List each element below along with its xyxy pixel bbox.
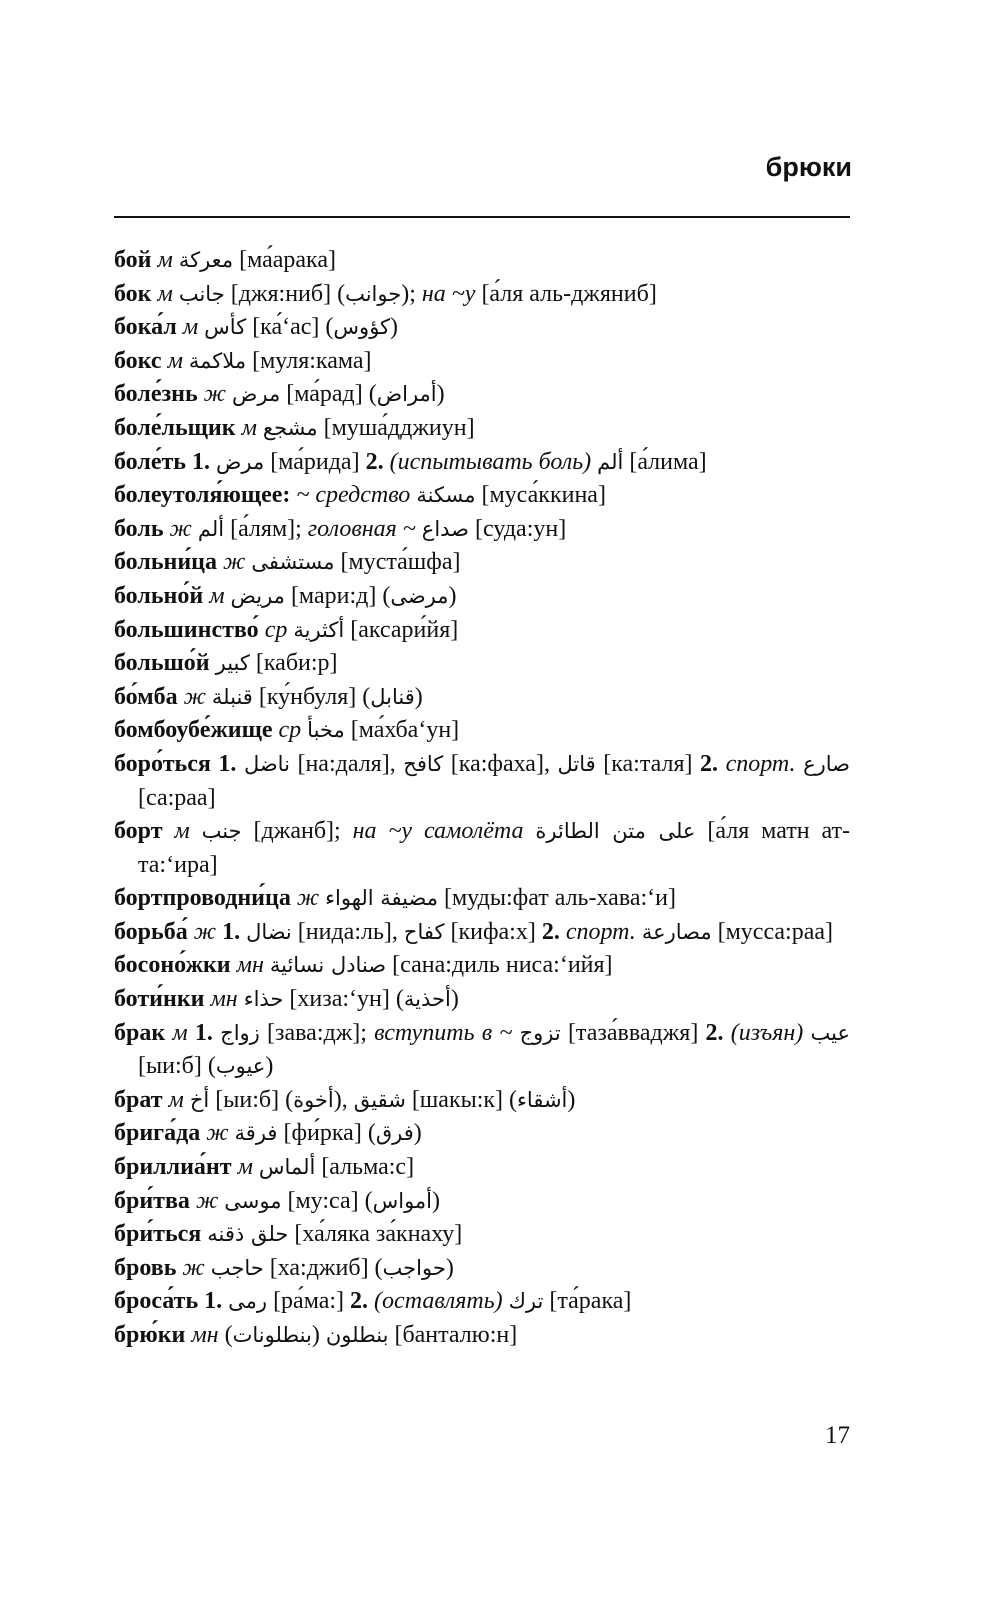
dictionary-entry [114,278,850,312]
arabic-translation: صنادل نسائية [269,953,387,978]
dictionary-entry [114,614,850,648]
transcription: ) [414,683,423,710]
grammar-label: м [203,582,231,609]
grammar-label: м [162,1086,190,1113]
grammar-label: ср [272,717,308,744]
grammar-label: м [161,347,189,374]
dictionary-entry [114,647,850,681]
transcription: [ма́рад] ( [280,381,377,408]
dictionary-entry [114,345,850,379]
arabic-translation: بنطلونات [232,1323,312,1347]
grammar-label: ~ средство [296,482,411,509]
transcription: [са:раа] [138,784,216,811]
arabic-translation: حلق ذقنه [207,1222,289,1247]
headword: брю́ки [114,1322,186,1348]
transcription: [нида:ль], [291,918,404,945]
headword: борьба́ [114,918,188,945]
transcription: [фи́рка] ( [277,1120,376,1147]
arabic-translation: مريض [230,583,285,608]
transcription: ) [448,582,457,609]
transcription: [альма:с] [315,1154,415,1181]
transcription: [ха:джиб] ( [263,1254,383,1281]
entry-list [114,244,850,1353]
transcription: [джанб]; [241,818,353,845]
arabic-translation: قنبلة [211,684,253,709]
dictionary-entry [114,949,850,983]
arabic-translation: قاتل [557,751,596,776]
dictionary-entry [114,748,850,815]
headword: больни́ца [114,549,218,576]
grammar-label: на ~у самолёта [352,818,524,845]
arabic-translation: تزوج [519,1020,561,1045]
arabic-translation: كؤوس [333,315,391,340]
transcription: ) [432,1187,440,1214]
arabic-translation: حذاء [243,987,284,1012]
sense-number: 1. [194,1019,213,1046]
headword: боро́ться 1. [114,750,237,777]
arabic-translation: ألم [197,516,225,541]
headword: бриллиа́нт [114,1154,232,1181]
headword: бровь [114,1254,177,1281]
dictionary-entry [114,513,850,547]
grammar-label: ж [163,515,198,542]
sense-number: 2. [541,918,560,945]
transcription [512,1020,519,1046]
transcription: [му:са] ( [281,1187,373,1214]
grammar-label: ж [217,549,252,576]
dictionary-entry [114,1252,850,1286]
transcription: [банталю:н] [388,1322,518,1348]
transcription: [суда:ун] [469,515,567,542]
arabic-translation: مرض [231,382,281,407]
grammar-label: м [162,818,202,845]
arabic-translation: أخوة [293,1087,334,1112]
transcription [718,751,726,777]
grammar-label: (изъян) [730,1019,804,1046]
grammar-label: мн [185,1322,225,1348]
transcription: [а́ля аль-джяниб] [475,280,657,307]
headword: бокс [114,347,162,374]
arabic-translation: رمى [228,1289,268,1314]
arabic-translation: ألم [597,449,624,474]
arabic-translation: كبير [215,651,250,676]
transcription: [муста́шфа] [334,549,461,576]
arabic-translation: مشجع [262,415,318,440]
grammar-label: спорт. [565,918,636,945]
transcription: [ыи:б] ( [138,1053,216,1080]
arabic-translation: عيب [810,1020,851,1045]
transcription: ) [567,1086,576,1113]
grammar-label: м [231,1154,259,1181]
sense-number: 2. [365,448,384,475]
headword: бок [114,280,152,307]
transcription: [таза́вваджя] [560,1019,706,1046]
arabic-translation: حاجب [210,1255,264,1280]
grammar-label: м [151,247,179,273]
arabic-translation: كأس [204,315,247,340]
grammar-label: м [176,314,205,341]
arabic-translation: أخ [189,1087,210,1112]
arabic-translation: ترك [508,1289,544,1314]
headword: бой [114,247,152,273]
arabic-translation: حواجب [382,1255,446,1280]
grammar-label: ж [200,1120,235,1147]
grammar-label: ср [258,616,294,643]
grammar-label: м [165,1019,195,1046]
dictionary-entry [114,311,850,345]
transcription: [ха́ляка за́кнаху] [288,1221,463,1248]
grammar-label: ж [290,885,326,912]
arabic-translation: نضال [246,919,292,944]
transcription: [та́рака] [543,1288,632,1315]
dictionary-entry [114,714,850,748]
dictionary-entry [114,412,850,446]
transcription: [на:даля], [289,750,404,777]
dictionary-entry [114,1117,850,1151]
transcription [803,1020,810,1046]
dictionary-entry [114,983,850,1017]
arabic-translation: ملاكمة [188,348,247,373]
headword: борт [114,818,163,845]
transcription: [ыи:б] ( [209,1086,294,1113]
grammar-label: м [235,414,263,441]
headword: больно́й [114,582,204,609]
headword: болеутоля́ющее: [114,482,291,509]
dictionary-entry [114,882,850,916]
headword: бри́тва [114,1187,190,1214]
transcription: [сана:диль ниса:‘ийя] [386,952,613,979]
dictionary-entry [114,815,850,882]
dictionary-entry [114,1218,850,1252]
arabic-translation: صارع [803,751,851,776]
grammar-label: ж [177,683,212,710]
transcription [524,818,536,844]
headword: боле́знь [114,381,198,408]
arabic-translation: بنطلون [325,1323,389,1347]
grammar-label: ж [197,381,232,408]
transcription: [муля:кама] [246,347,372,374]
dictionary-entry [114,1017,850,1084]
headword: бо́мба [114,683,178,710]
grammar-label: ж [176,1254,211,1281]
arabic-translation: صداع [421,516,470,541]
transcription: [хиза:‘ун] ( [283,986,404,1013]
headword: броса́ть 1. [114,1288,223,1315]
transcription: [а́лям]; [224,515,308,542]
dictionary-entry [114,580,850,614]
grammar-label: мн [230,952,270,979]
headword: боле́льщик [114,414,236,441]
transcription: [ма́рида] [264,448,366,475]
arabic-translation: ناضل [243,751,290,776]
arabic-translation: مرضى [390,583,449,608]
sense-number: 1. [222,918,241,945]
dictionary-entry [114,479,850,513]
arabic-translation: كافح [403,751,444,776]
grammar-label: на ~у [421,280,476,307]
transcription: ( [224,1322,233,1348]
arabic-translation: أمراض [376,382,437,407]
grammar-label: (оставлять) [374,1288,503,1315]
headword: бомбоубе́жище [114,717,273,744]
transcription: ) [265,1053,274,1080]
transcription: ); [401,280,422,307]
arabic-translation: قنابل [370,684,415,709]
transcription: [ка:таля] [595,750,701,777]
arabic-translation: أشقاء [517,1087,568,1112]
arabic-translation: مضيفة الهواء [325,886,438,911]
transcription: [каби:р] [249,650,338,677]
page-number: 17 [825,1422,850,1449]
grammar-label: м [151,280,179,307]
transcription: [аксари́йя] [344,616,459,643]
transcription: ) [445,1254,454,1281]
arabic-translation: مسكنة [416,483,476,508]
transcription: ) [413,1120,422,1147]
transcription: [ку́нбуля] ( [252,683,371,710]
arabic-translation: فرقة [234,1121,278,1146]
transcription: [ра́ма:] [267,1288,351,1315]
headword: боль [114,515,164,542]
grammar-label: головная ~ [307,515,416,542]
transcription: ) [311,1322,326,1348]
arabic-translation: مرض [215,449,265,474]
transcription: [ма́хба‘ун] [344,717,460,744]
arabic-translation: زواج [220,1020,260,1045]
sense-number: 2. [705,1019,724,1046]
transcription [796,751,804,777]
headword: бока́л [114,314,177,341]
grammar-label: ж [187,918,223,945]
dictionary-entry [114,1151,850,1185]
transcription: [а́ля матн ат-та:‘ира] [138,818,850,878]
dictionary-entry [114,916,850,950]
arabic-translation: أكثرية [293,617,345,642]
sense-number: 2. [350,1288,369,1315]
arabic-translation: أحذية [403,987,451,1012]
transcription: [муса́ккина] [475,482,606,509]
arabic-translation: مستشفى [251,550,335,575]
headword: бортпроводни́ца [114,885,291,912]
headword: большо́й [114,650,210,677]
arabic-translation: جانب [178,281,225,306]
transcription: [мусса:раа] [711,918,834,945]
grammar-label: вступить в ~ [374,1019,513,1046]
transcription: [муша́дджиун] [317,414,475,441]
sense-number: 2. [700,750,719,777]
transcription: ) [390,314,399,341]
arabic-translation: أمواس [372,1188,432,1213]
headword: боле́ть 1. [114,448,210,475]
arabic-translation: عيوب [215,1054,266,1079]
transcription: [мари:д] ( [284,582,391,609]
headword: брат [114,1086,163,1113]
transcription: [зава:дж]; [259,1019,375,1046]
transcription: [ка́‘ас] ( [246,314,334,341]
arabic-translation: مخبأ [307,718,345,743]
headword: бри́ться [114,1221,202,1248]
header-rule [114,216,850,218]
dictionary-entry [114,1319,850,1353]
arabic-translation: ألماس [258,1155,316,1180]
grammar-label: спорт. [725,750,796,777]
transcription [724,1020,731,1046]
arabic-translation: مصارعة [641,919,712,944]
arabic-translation: على متن الطائرة [535,819,696,844]
arabic-translation: موسى [224,1188,282,1213]
headword: большинство́ [114,616,259,643]
transcription: ) [450,986,459,1013]
dictionary-entry [114,378,850,412]
arabic-translation: شقيق [353,1087,406,1112]
transcription: [а́лима] [623,448,707,475]
arabic-translation: فرق [375,1121,414,1146]
arabic-translation: جوانب [345,281,402,306]
grammar-label: (испытывать боль) [389,448,592,475]
dictionary-entry [114,244,850,278]
dictionary-entry [114,546,850,580]
transcription: [муды:фат аль-хава:‘и] [437,885,676,912]
transcription: [ма́арака] [233,247,336,273]
transcription: ) [436,381,445,408]
transcription [236,751,244,777]
running-head: брюки [765,152,852,182]
transcription: [шакы:к] ( [405,1086,518,1113]
arabic-translation: معركة [178,248,234,272]
dictionary-entry [114,446,850,480]
headword: брига́да [114,1120,201,1147]
transcription: ), [333,1086,354,1113]
transcription: [ка:фаха], [443,750,558,777]
headword: боти́нки [114,986,205,1013]
arabic-translation: جنب [201,819,242,844]
headword: босоно́жки [114,952,231,979]
dictionary-entry [114,681,850,715]
dictionary-entry [114,1084,850,1118]
grammar-label: мн [204,986,244,1013]
dictionary-entry [114,1185,850,1219]
arabic-translation: كفاح [403,919,445,944]
headword: брак [114,1019,166,1046]
transcription: [кифа:х] [444,918,542,945]
transcription: [джя:ниб] ( [224,280,346,307]
dictionary-entry [114,1285,850,1319]
grammar-label: ж [189,1187,225,1214]
